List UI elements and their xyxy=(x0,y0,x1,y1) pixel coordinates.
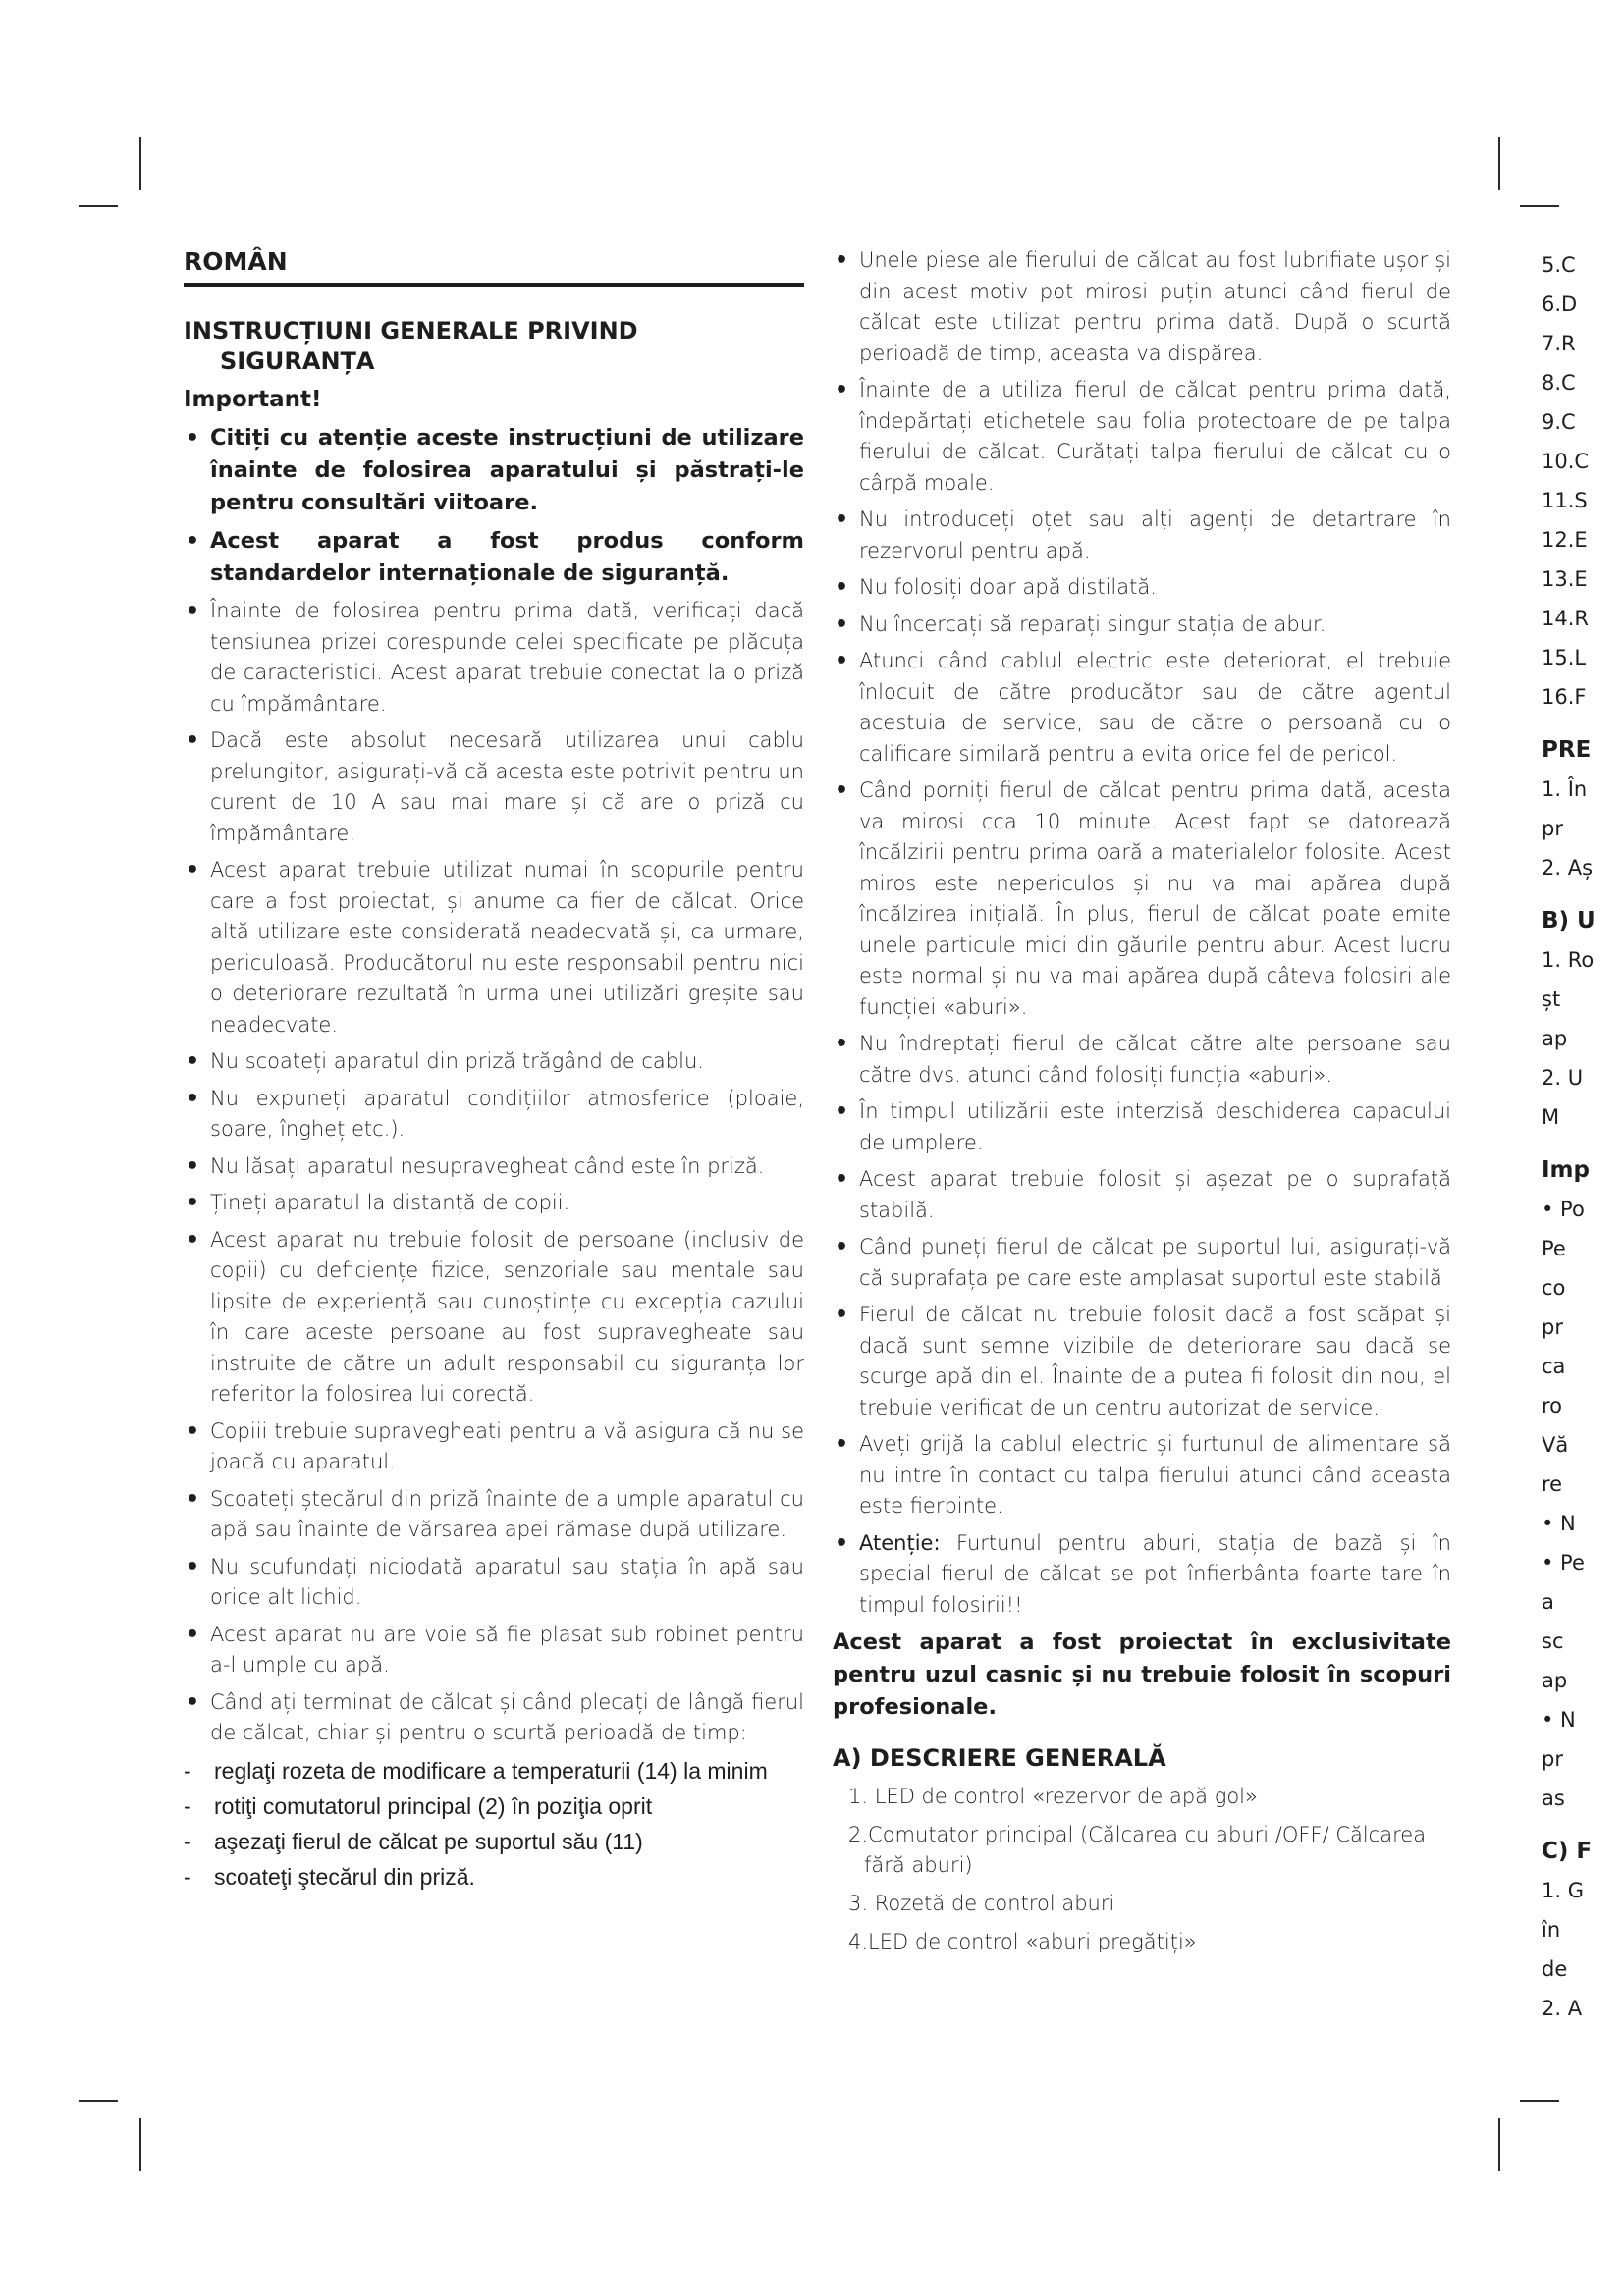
description-item: 3. Rozetă de control aburi xyxy=(848,1892,1115,1915)
cropped-line: 11.S xyxy=(1542,489,1588,512)
warning-item xyxy=(833,1528,1451,1622)
list-item: • Nu îndreptați fierul de călcat către alte persoane sau către dvs. atunci când folosiți funcția «aburi». xyxy=(833,1029,1451,1091)
section-c-title: C) F xyxy=(1542,1839,1593,1864)
cropped-line: ro xyxy=(1542,1394,1563,1417)
cropped-line: 6.D xyxy=(1542,293,1578,316)
list-item: • Când puneți fierul de călcat pe suportul lui, asigurați-vă că suprafața pe care este amplasat suportul este stabilă xyxy=(833,1232,1451,1294)
section-b-items xyxy=(1542,940,1624,1137)
list-item: • Nu expuneți aparatul condițiilor atmosferice (ploaie, soare, îngheț etc.). xyxy=(184,1084,804,1146)
dash-item: - aşezaţi fierul de călcat pe suportul său (11) xyxy=(184,1826,804,1858)
list-item: • Nu introduceți oțet sau alți agenți de detartrare în rezervorul pentru apă. xyxy=(833,505,1451,566)
important-items xyxy=(1542,1190,1624,1818)
cropped-line: 8.C xyxy=(1542,371,1576,395)
preparation-items xyxy=(1542,770,1624,887)
cropped-line: de xyxy=(1542,1957,1568,1981)
list-item: • Citiți cu atenție aceste instrucțiuni de utilizare înainte de folosirea aparatului și păstrați-le pentru consultări viitoare. xyxy=(184,422,804,519)
safety-section-title xyxy=(184,316,804,377)
list-item: • Nu lăsați aparatul nesupravegheat când este în priză. xyxy=(184,1151,804,1183)
cropped-line: pr xyxy=(1542,817,1563,840)
cropped-line: 15.L xyxy=(1542,646,1587,669)
crop-mark-top-right-horizontal xyxy=(1520,205,1559,207)
cropped-line: șt xyxy=(1542,988,1561,1011)
list-item: • Înainte de folosirea pentru prima dată, verificați dacă tensiunea prizei corespunde celei specificate pe plăcuța de caracteristici. Acest aparat trebuie conectat la o priză cu împământare. xyxy=(184,596,804,720)
cropped-line: 12.E xyxy=(1542,528,1588,552)
cropped-line: 16.F xyxy=(1542,685,1587,709)
cropped-line: ap xyxy=(1542,1027,1568,1050)
description-section-title: A) DESCRIERE GENERALĂ xyxy=(833,1744,1166,1772)
cropped-line: Vă xyxy=(1542,1433,1569,1457)
list-item: • Înainte de a utiliza fierul de călcat pentru prima dată, îndepărtați etichetele sau folia protectoare de pe talpa fierului de călcat. Curățați talpa fierului de călcat cu o cârpă moale. xyxy=(833,375,1451,499)
dash-item: - reglaţi rozeta de modificare a temperaturii (14) la minim xyxy=(184,1755,804,1788)
right-column-cropped xyxy=(1542,245,1624,2028)
section-b-title: B) U xyxy=(1542,908,1596,934)
important-title: Imp xyxy=(1542,1157,1590,1183)
crop-mark-top-left-vertical xyxy=(139,137,141,190)
cropped-line: pr xyxy=(1542,1747,1563,1771)
list-item: • Scoateți ștecărul din priză înainte de a umple aparatul cu apă sau înainte de vărsarea apei rămase după utilizare. xyxy=(184,1484,804,1546)
list-item: • Nu scufundați niciodată aparatul sau stația în apă sau orice alt lichid. xyxy=(184,1552,804,1614)
crop-mark-bottom-left-horizontal xyxy=(79,2100,118,2102)
list-item: • Acest aparat nu trebuie folosit de persoane (inclusiv de copii) cu deficiențe fizice, senzoriale sau mentale sau lipsite de experiență sau cunoștințe cu excepția cazului în care aceste persoane au fost supravegheate sau instruite de către un adult responsabil cu siguranța lor referitor la folosirea lui corectă. xyxy=(184,1225,804,1411)
cropped-line: • Pe xyxy=(1542,1551,1585,1575)
household-use-note: Acest aparat a fost proiectat în exclusivitate pentru uzul casnic și nu trebuie folosit în scopuri profesionale. xyxy=(833,1629,1451,1720)
dash-item: - rotiţi comutatorul principal (2) în poziţia oprit xyxy=(184,1790,804,1823)
list-item: • Când porniți fierul de călcat pentru prima dată, acesta va mirosi cca 10 minute. Acest fapt se datorează încălzirii pentru prima oară a materialelor folosite. Acest miros este nepericulos și nu va mai apărea după încălzirea inițială. În plus, fierul de călcat poate emite unele particule mici din găurile pentru abur. Acest lucru este normal și nu va mai apărea după câteva folosiri ale funcției «aburi». xyxy=(833,775,1451,1023)
cropped-line: 1. G xyxy=(1542,1879,1584,1902)
cropped-line: 5.C xyxy=(1542,253,1576,277)
description-item: 4.LED de control «aburi pregătiți» xyxy=(848,1930,1197,1953)
list-item: • Aveți grijă la cablul electric și furtunul de alimentare să nu intre în contact cu talpa fierului atunci când aceasta este fierbinte. xyxy=(833,1429,1451,1522)
important-label: Important! xyxy=(184,387,322,412)
list-item: • Unele piese ale fierului de călcat au fost lubrifiate ușor și din acest motiv pot mirosi puțin atunci când fierul de călcat este utilizat pentru prima dată. După o scurtă perioadă de timp, aceasta va dispărea. xyxy=(833,245,1451,369)
list-item: • Țineți aparatul la distanță de copii. xyxy=(184,1188,804,1219)
list-item: • Acest aparat nu are voie să fie plasat sub robinet pentru a-l umple cu apă. xyxy=(184,1620,804,1682)
cropped-line: 13.E xyxy=(1542,567,1588,591)
cropped-line: ca xyxy=(1542,1355,1566,1378)
list-item: • Acest aparat trebuie folosit și așezat pe o suprafață stabilă. xyxy=(833,1164,1451,1226)
list-item: • Acest aparat trebuie utilizat numai în scopurile pentru care a fost proiectat, și anume ca fier de călcat. Orice altă utilizare este considerată neadecvată și, ca urmare, periculoasă. Producătorul nu este responsabil pentru nici o deteriorare rezultată în urma unei utilizări greșite sau neadecvate. xyxy=(184,855,804,1041)
cropped-line: as xyxy=(1542,1787,1565,1810)
cropped-line: 10.C xyxy=(1542,450,1590,473)
description-list xyxy=(833,1782,1451,1957)
language-heading: ROMÂN xyxy=(184,245,804,287)
list-item: • Nu folosiți doar apă distilată. xyxy=(833,572,1451,604)
list-item: • Fierul de călcat nu trebuie folosit dacă a fost scăpat și dacă sunt semne vizibile de deteriorare sau dacă se scurge apă din el. Înainte de a putea fi folosit din nou, el trebuie verificat de un centru autorizat de service. xyxy=(833,1300,1451,1423)
cropped-line: în xyxy=(1542,1918,1561,1942)
crop-mark-top-right-vertical xyxy=(1498,137,1500,190)
cropped-line: • Po xyxy=(1542,1198,1585,1221)
safety-list-middle xyxy=(833,245,1451,1621)
list-item: • Acest aparat a fost produs conform standardelor internaționale de siguranță. xyxy=(184,525,804,590)
list-item: • Copiii trebuie supravegheati pentru a vă asigura că nu se joacă cu aparatul. xyxy=(184,1416,804,1478)
cropped-line: M xyxy=(1542,1105,1560,1129)
cropped-line: sc xyxy=(1542,1629,1564,1653)
cropped-line: • N xyxy=(1542,1512,1576,1535)
list-item: • Nu scoateți aparatul din priză trăgând de cablu. xyxy=(184,1046,804,1078)
left-column xyxy=(184,245,804,1896)
list-item: • Dacă este absolut necesară utilizarea unui cablu prelungitor, asigurați-vă că acesta este potrivit pentru un curent de 10 A sau mai mare și că are o priză cu împământare. xyxy=(184,725,804,849)
cropped-line: 1. Ro xyxy=(1542,948,1595,972)
cropped-line: • N xyxy=(1542,1708,1576,1732)
crop-mark-bottom-left-vertical xyxy=(139,2118,141,2171)
cropped-line: re xyxy=(1542,1472,1563,1496)
preparation-title: PRE xyxy=(1542,737,1592,763)
safety-list-left xyxy=(184,422,804,1749)
dash-item: - scoateţi ştecărul din priză. xyxy=(184,1861,804,1894)
crop-mark-bottom-right-horizontal xyxy=(1520,2100,1559,2102)
middle-column xyxy=(833,245,1451,1965)
cropped-line: 7.R xyxy=(1542,332,1576,355)
cropped-line: Pe xyxy=(1542,1237,1566,1260)
cropped-line: 9.C xyxy=(1542,410,1576,434)
description-item: 2.Comutator principal (Călcarea cu aburi /OFF/ Călcarea fără aburi) xyxy=(848,1823,1427,1877)
safety-title-line2: SIGURANȚA xyxy=(220,347,375,375)
cropped-line: 2. A xyxy=(1542,1997,1583,2020)
warning-label: Atenție: xyxy=(859,1530,941,1555)
leaving-iron-steps xyxy=(184,1755,804,1894)
crop-mark-top-left-horizontal xyxy=(79,205,118,207)
cropped-line: a xyxy=(1542,1590,1554,1614)
cropped-line: 14.R xyxy=(1542,607,1589,630)
description-item: 1. LED de control «rezervor de apă gol» xyxy=(848,1785,1258,1808)
list-item: • Atunci când cablul electric este deteriorat, el trebuie înlocuit de către producător sau de către agentul acestuia de service, sau de către o persoană cu o calificare similară pentru a evita orice fel de pericol. xyxy=(833,646,1451,770)
list-item: • Nu încercați să reparați singur stația de abur. xyxy=(833,610,1451,641)
cropped-line: co xyxy=(1542,1276,1566,1300)
safety-title-line1: INSTRUCȚIUNI GENERALE PRIVIND xyxy=(184,317,638,345)
list-item: • În timpul utilizării este interzisă deschiderea capacului de umplere. xyxy=(833,1096,1451,1158)
parts-list-continued xyxy=(1542,245,1624,717)
cropped-line: 2. U xyxy=(1542,1066,1584,1090)
list-item: • Când ați terminat de călcat și când plecați de lângă fierul de călcat, chiar și pentru o scurtă perioadă de timp: xyxy=(184,1687,804,1749)
warning-text: Furtunul pentru aburi, stația de bază și în special fierul de călcat se pot înfierbânta foarte tare în timpul folosirii!! xyxy=(859,1530,1451,1617)
cropped-line: ap xyxy=(1542,1669,1568,1692)
section-c-items xyxy=(1542,1871,1624,2028)
cropped-line: pr xyxy=(1542,1315,1563,1339)
cropped-line: 1. În xyxy=(1542,777,1588,801)
cropped-line: 2. Aș xyxy=(1542,856,1594,880)
crop-mark-bottom-right-vertical xyxy=(1498,2118,1500,2171)
